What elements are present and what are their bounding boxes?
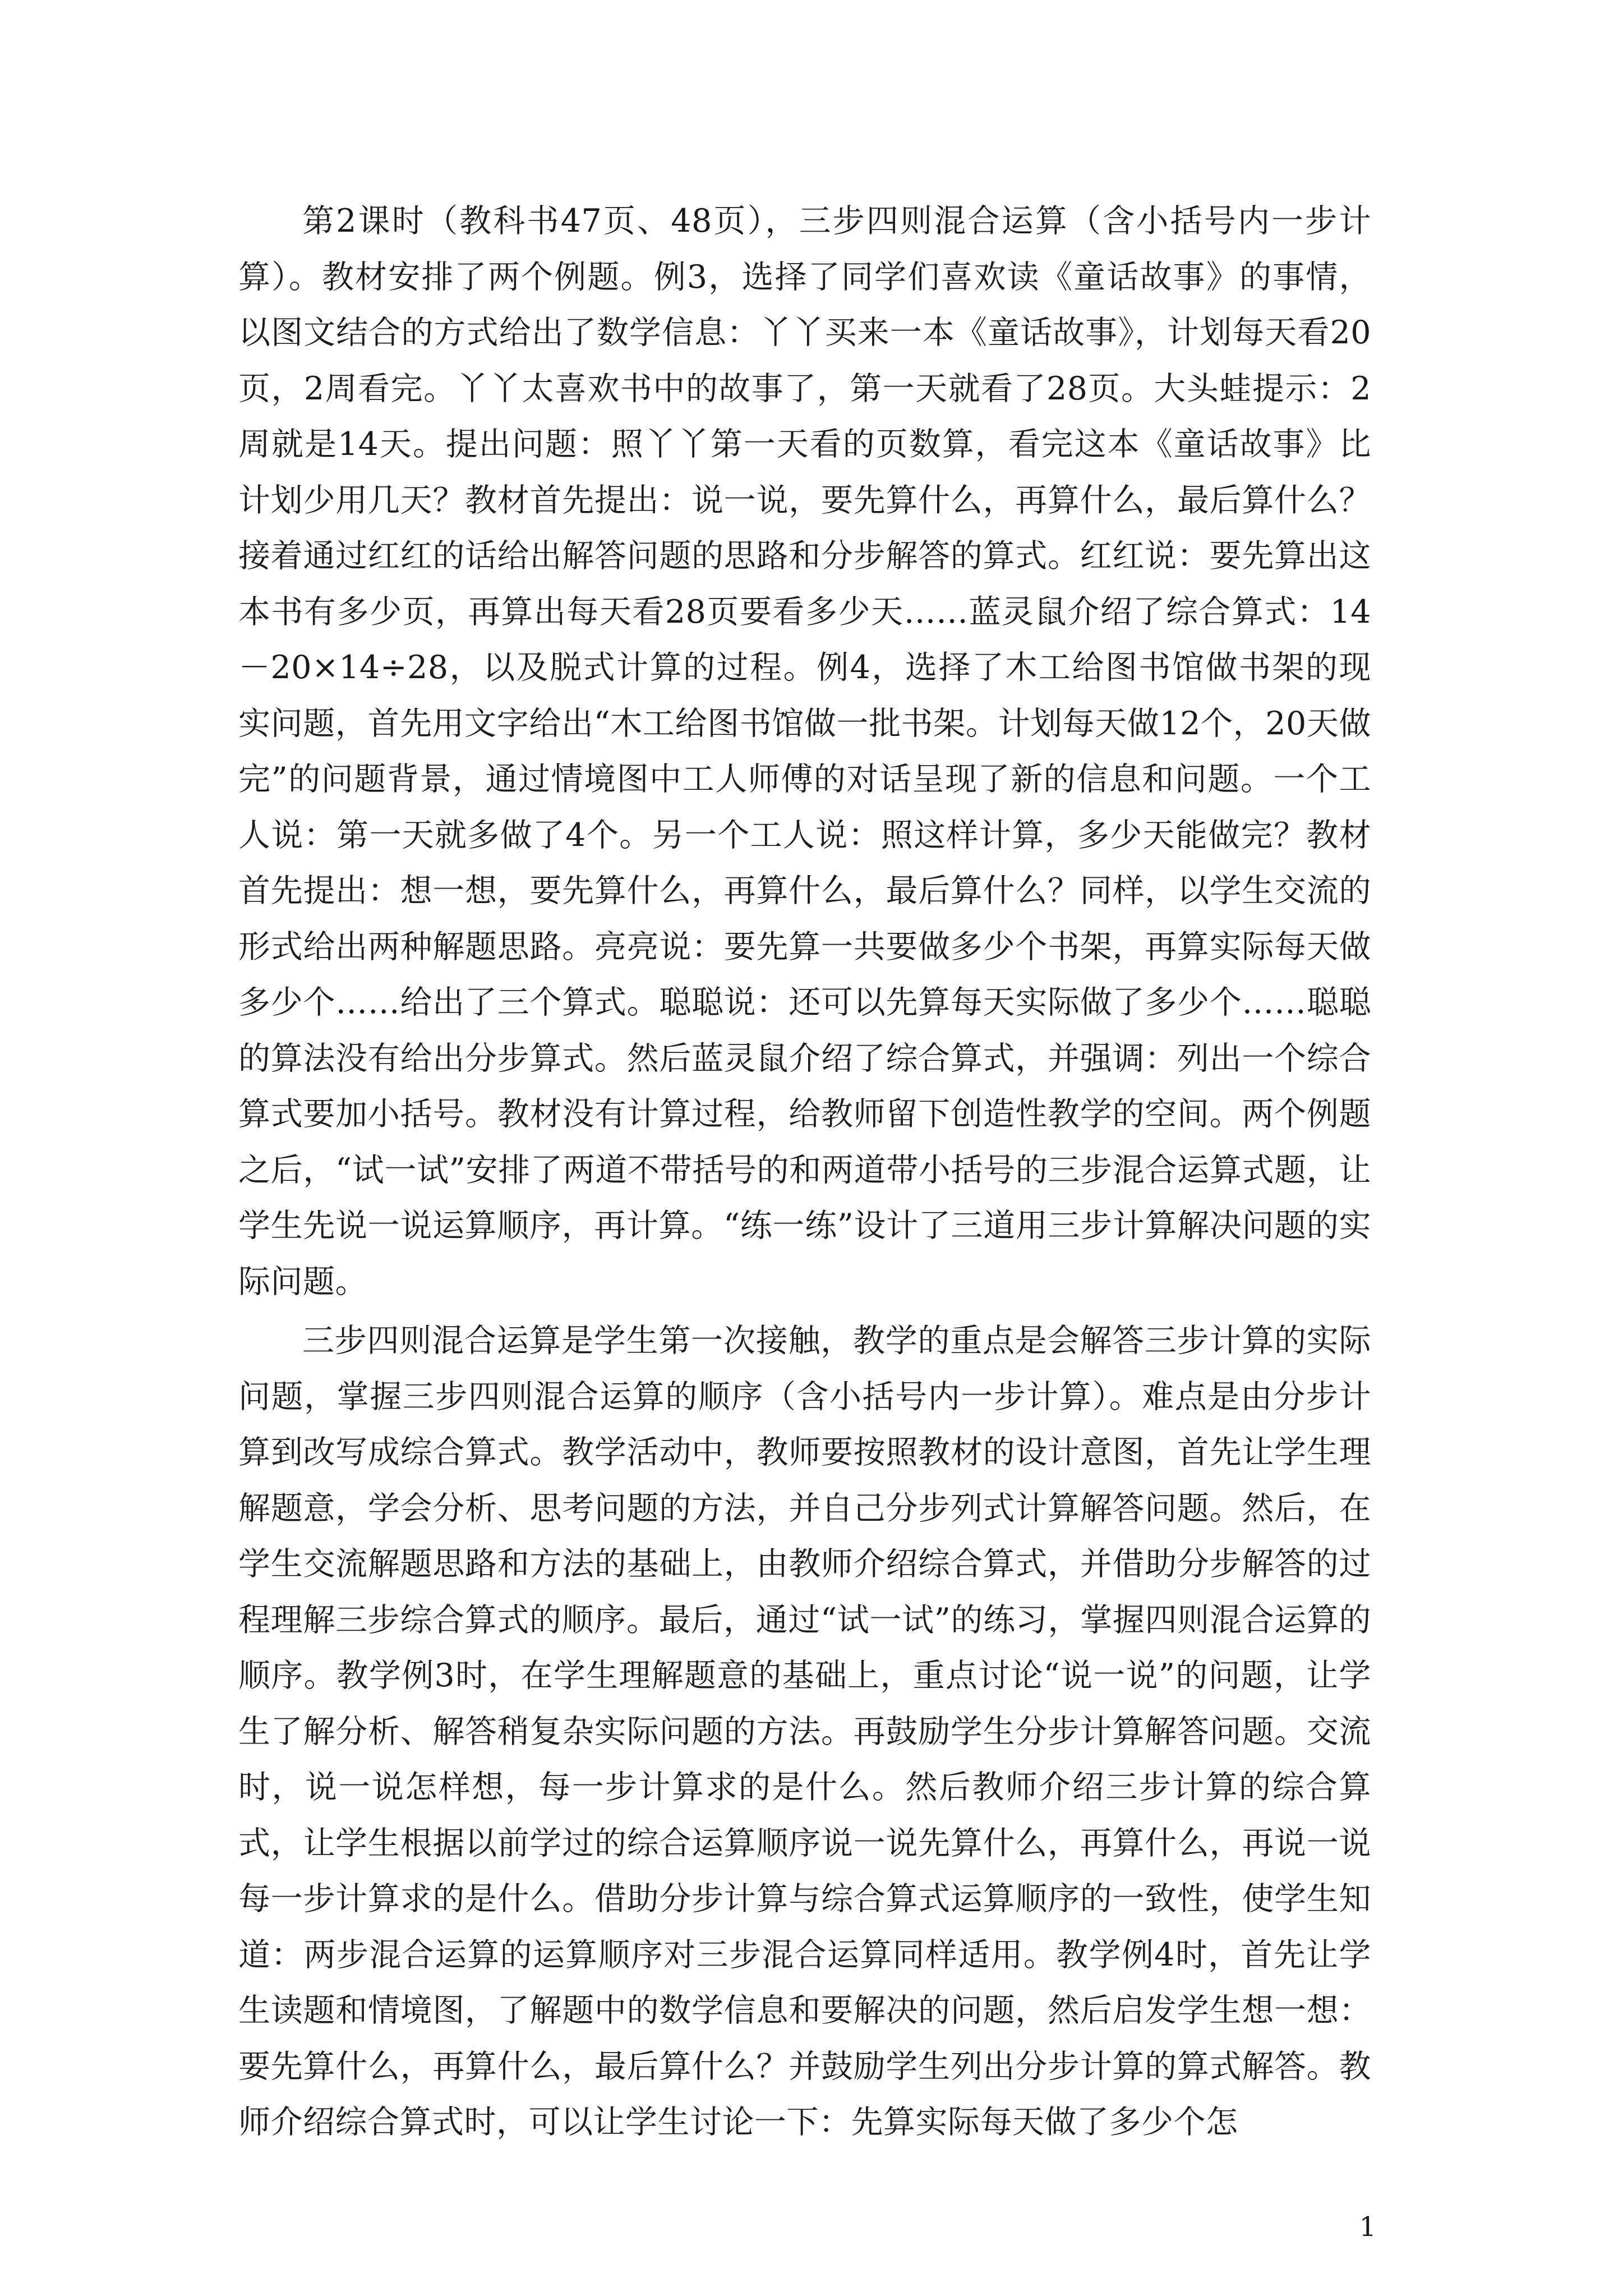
document-body	[238, 194, 1371, 2151]
paragraph-lesson-overview: 第2课时（教科书47页、48页），三步四则混合运算（含小括号内一步计算）。教材安排了两个例题。例3，选择了同学们喜欢读《童话故事》的事情，以图文结合的方式给出了数学信息：丫丫买来一本《童话故事》，计划每天看20页，2周看完。丫丫太喜欢书中的故事了，第一天就看了28页。大头蛙提示：2周就是14天。提出问题：照丫丫第一天看的页数算，看完这本《童话故事》比计划少用几天？教材首先提出：说一说，要先算什么，再算什么，最后算什么？接着通过红红的话给出解答问题的思路和分步解答的算式。红红说：要先算出这本书有多少页，再算出每天看28页要看多少天……蓝灵鼠介绍了综合算式：14－20×14÷28，以及脱式计算的过程。例4，选择了木工给图书馆做书架的现实问题，首先用文字给出“木工给图书馆做一批书架。计划每天做12个，20天做完”的问题背景，通过情境图中工人师傅的对话呈现了新的信息和问题。一个工人说：第一天就多做了4个。另一个工人说：照这样计算，多少天能做完？教材首先提出：想一想，要先算什么，再算什么，最后算什么？同样，以学生交流的形式给出两种解题思路。亮亮说：要先算一共要做多少个书架，再算实际每天做多少个……给出了三个算式。聪聪说：还可以先算每天实际做了多少个……聪聪的算法没有给出分步算式。然后蓝灵鼠介绍了综合算式，并强调：列出一个综合算式要加小括号。教材没有计算过程，给教师留下创造性教学的空间。两个例题之后，“试一试”安排了两道不带括号的和两道带小括号的三步混合运算式题，让学生先说一说运算顺序，再计算。“练一练”设计了三道用三步计算解决问题的实际问题。	[238, 203, 1371, 1300]
paragraph-teaching-guidance: 三步四则混合运算是学生第一次接触，教学的重点是会解答三步计算的实际问题，掌握三步四则混合运算的顺序（含小括号内一步计算）。难点是由分步计算到改写成综合算式。教学活动中，教师要按照教材的设计意图，首先让学生理解题意，学会分析、思考问题的方法，并自己分步列式计算解答问题。然后，在学生交流解题思路和方法的基础上，由教师介绍综合算式，并借助分步解答的过程理解三步综合算式的顺序。最后，通过“试一试”的练习，掌握四则混合运算的顺序。教学例3时，在学生理解题意的基础上，重点讨论“说一说”的问题，让学生了解分析、解答稍复杂实际问题的方法。再鼓励学生分步计算解答问题。交流时，说一说怎样想，每一步计算求的是什么。然后教师介绍三步计算的综合算式，让学生根据以前学过的综合运算顺序说一说先算什么，再算什么，再说一说每一步计算求的是什么。借助分步计算与综合算式运算顺序的一致性，使学生知道：两步混合运算的运算顺序对三步混合运算同样适用。教学例4时，首先让学生读题和情境图，了解题中的数学信息和要解决的问题，然后启发学生想一想：要先算什么，再算什么，最后算什么？并鼓励学生列出分步计算的算式解答。教师介绍综合算式时，可以让学生讨论一下：先算实际每天做了多少个怎	[238, 1322, 1371, 2141]
page-number: 1	[1359, 2211, 1376, 2243]
